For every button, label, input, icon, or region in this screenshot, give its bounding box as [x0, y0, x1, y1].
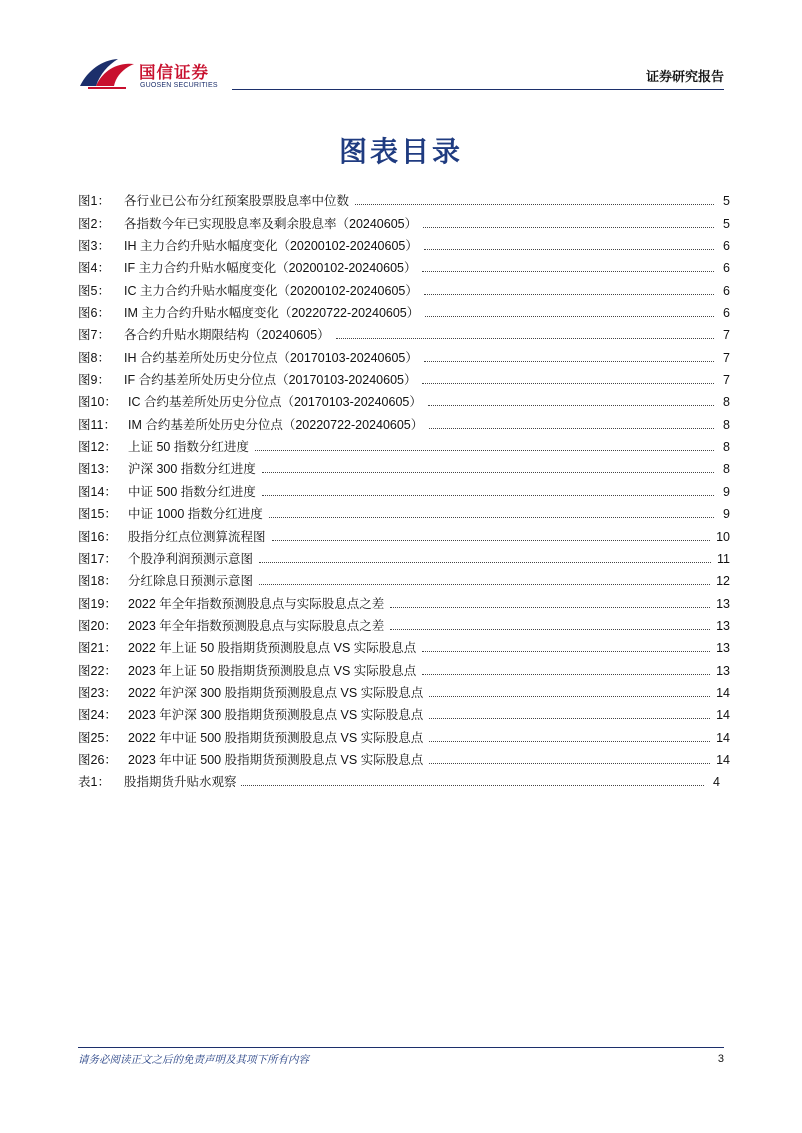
toc-entry-title: 各合约升贴水期限结构（20240605） [124, 328, 330, 343]
toc-entry-title: 个股净利润预测示意图 [128, 551, 254, 566]
toc-entry-title: IH 主力合约升贴水幅度变化（20200102-20240605） [124, 239, 418, 254]
toc-entry-label: 图17： [78, 551, 117, 566]
toc-entry[interactable] [78, 299, 736, 321]
toc-dot-leader [424, 361, 714, 362]
toc-entry[interactable] [78, 768, 736, 790]
toc-entry-page: 9 [723, 484, 730, 499]
toc-entry-title: 各指数今年已实现股息率及剩余股息率（20240605） [124, 216, 418, 231]
toc-dot-leader [355, 204, 714, 205]
toc-entry-label: 图1： [78, 194, 110, 209]
toc-entry[interactable] [78, 477, 736, 499]
toc-entry-page: 6 [723, 239, 730, 254]
toc-dot-leader [259, 584, 710, 585]
toc-entry-title: IM 主力合约升贴水幅度变化（20220722-20240605） [124, 306, 420, 321]
toc-entry-title: 股指分红点位测算流程图 [128, 529, 266, 544]
toc-entry-label: 图16： [78, 529, 117, 544]
toc-entry[interactable] [78, 388, 736, 410]
toc-entry-page: 8 [723, 395, 730, 410]
toc-dot-leader [422, 651, 710, 652]
toc-entry-label: 图3： [78, 239, 110, 254]
toc-entry[interactable] [78, 679, 736, 701]
table-of-figures [78, 187, 736, 790]
toc-entry[interactable] [78, 612, 736, 634]
toc-entry-page: 14 [716, 752, 730, 767]
toc-entry[interactable] [78, 723, 736, 745]
toc-entry-label: 图8： [78, 350, 110, 365]
toc-dot-leader [422, 674, 710, 675]
footer-disclaimer: 请务必阅读正文之后的免责声明及其项下所有内容 [78, 1054, 309, 1066]
toc-entry-label: 图14： [78, 484, 117, 499]
toc-entry-label: 图12： [78, 440, 117, 455]
toc-entry[interactable] [78, 455, 736, 477]
toc-entry-label: 图11： [78, 417, 116, 432]
toc-entry-title: IH 合约基差所处历史分位点（20170103-20240605） [124, 350, 418, 365]
toc-entry-label: 图19： [78, 596, 117, 611]
toc-dot-leader [424, 249, 714, 250]
toc-dot-leader [336, 338, 714, 339]
toc-entry-label: 图5： [78, 283, 110, 298]
toc-entry-title: 股指期货升贴水观察 [124, 775, 237, 790]
toc-entry-label: 图21： [78, 641, 117, 656]
toc-entry[interactable] [78, 589, 736, 611]
toc-entry[interactable] [78, 545, 736, 567]
toc-entry-page: 13 [716, 663, 730, 678]
toc-entry[interactable] [78, 254, 736, 276]
toc-dot-leader [272, 540, 711, 541]
toc-entry-title: 2022 年沪深 300 股指期货预测股息点 VS 实际股息点 [128, 685, 424, 700]
toc-entry-page: 13 [716, 641, 730, 656]
toc-entry-page: 9 [723, 507, 730, 522]
toc-entry[interactable] [78, 187, 736, 209]
toc-dot-leader [425, 316, 714, 317]
toc-entry[interactable] [78, 343, 736, 365]
toc-entry-page: 8 [723, 440, 730, 455]
toc-dot-leader [390, 629, 710, 630]
toc-entry[interactable] [78, 656, 736, 678]
toc-entry-label: 图24： [78, 708, 117, 723]
toc-entry-label: 图10： [78, 395, 117, 410]
page-number: 3 [717, 1053, 724, 1065]
toc-entry-page: 7 [723, 350, 730, 365]
toc-entry-page: 6 [723, 261, 730, 276]
toc-entry-title: IF 合约基差所处历史分位点（20170103-20240605） [124, 373, 417, 388]
toc-entry-label: 表1： [78, 775, 110, 790]
toc-entry[interactable] [78, 321, 736, 343]
toc-entry[interactable] [78, 232, 736, 254]
toc-entry-label: 图26： [78, 752, 117, 767]
toc-entry[interactable] [78, 209, 736, 231]
toc-entry-page: 8 [723, 417, 730, 432]
toc-entry-title: 分红除息日预测示意图 [128, 574, 254, 589]
logo-english-name: GUOSEN SECURITIES [140, 82, 218, 89]
toc-entry-label: 图2： [78, 216, 110, 231]
toc-entry-page: 13 [716, 618, 730, 633]
toc-entry-label: 图18： [78, 574, 117, 589]
toc-entry-label: 图13： [78, 462, 117, 477]
toc-entry-title: IF 主力合约升贴水幅度变化（20200102-20240605） [124, 261, 417, 276]
toc-entry-page: 13 [716, 596, 730, 611]
toc-entry[interactable] [78, 634, 736, 656]
toc-dot-leader [422, 383, 714, 384]
toc-dot-leader [429, 763, 710, 764]
report-type-label: 证券研究报告 [645, 69, 724, 84]
toc-entry-title: 2022 年中证 500 股指期货预测股息点 VS 实际股息点 [128, 730, 424, 745]
toc-dot-leader [259, 562, 711, 563]
toc-entry-page: 10 [716, 529, 730, 544]
toc-entry-title: IC 合约基差所处历史分位点（20170103-20240605） [128, 395, 422, 410]
toc-entry-page: 7 [723, 373, 730, 388]
toc-entry-title: 各行业已公布分红预案股票股息率中位数 [124, 194, 350, 209]
toc-entry-page: 8 [723, 462, 730, 477]
toc-entry-title: 沪深 300 指数分红进度 [128, 462, 256, 477]
toc-entry-page: 5 [723, 216, 730, 231]
toc-dot-leader [422, 271, 714, 272]
toc-entry-label: 图6： [78, 306, 110, 321]
toc-entry-title: 2023 年上证 50 股指期货预测股息点 VS 实际股息点 [128, 663, 417, 678]
toc-entry-page: 14 [716, 685, 730, 700]
toc-dot-leader [255, 450, 714, 451]
toc-entry-label: 图23： [78, 685, 117, 700]
toc-entry-label: 图22： [78, 663, 117, 678]
toc-entry-title: 中证 500 指数分红进度 [128, 484, 256, 499]
toc-dot-leader [390, 607, 710, 608]
toc-entry-title: IM 合约基差所处历史分位点（20220722-20240605） [128, 417, 424, 432]
toc-dot-leader [429, 718, 710, 719]
toc-dot-leader [269, 517, 714, 518]
toc-entry[interactable] [78, 433, 736, 455]
toc-entry-title: 2022 年上证 50 股指期货预测股息点 VS 实际股息点 [128, 641, 417, 656]
toc-entry-label: 图15： [78, 507, 117, 522]
toc-dot-leader [429, 741, 710, 742]
toc-entry-page: 11 [717, 551, 730, 566]
toc-entry-label: 图7： [78, 328, 110, 343]
toc-dot-leader [429, 428, 714, 429]
toc-entry-page: 4 [713, 775, 720, 790]
logo-chinese-name: 国信证券 [139, 64, 209, 82]
guosen-logo-mark [78, 56, 136, 90]
toc-dot-leader [424, 294, 714, 295]
toc-entry-page: 6 [723, 283, 730, 298]
toc-dot-leader [241, 785, 704, 786]
toc-dot-leader [429, 696, 710, 697]
toc-entry-label: 图9： [78, 373, 110, 388]
toc-entry-title: 中证 1000 指数分红进度 [128, 507, 263, 522]
guosen-logo [78, 56, 228, 96]
toc-entry[interactable] [78, 567, 736, 589]
toc-entry-page: 14 [716, 708, 730, 723]
toc-entry-page: 14 [716, 730, 730, 745]
toc-entry-title: 2022 年全年指数预测股息点与实际股息点之差 [128, 596, 385, 611]
toc-entry-title: 2023 年沪深 300 股指期货预测股息点 VS 实际股息点 [128, 708, 424, 723]
toc-dot-leader [423, 227, 714, 228]
header-divider [232, 89, 724, 90]
toc-entry[interactable] [78, 522, 736, 544]
toc-entry-label: 图4： [78, 261, 110, 276]
toc-entry-title: 2023 年全年指数预测股息点与实际股息点之差 [128, 618, 385, 633]
toc-dot-leader [262, 495, 714, 496]
toc-entry[interactable] [78, 701, 736, 723]
toc-entry[interactable] [78, 410, 736, 432]
toc-entry-page: 6 [723, 306, 730, 321]
toc-entry-title: 上证 50 指数分红进度 [128, 440, 249, 455]
toc-entry[interactable] [78, 276, 736, 298]
toc-dot-leader [262, 472, 714, 473]
toc-entry-title: IC 主力合约升贴水幅度变化（20200102-20240605） [124, 283, 418, 298]
toc-entry-title: 2023 年中证 500 股指期货预测股息点 VS 实际股息点 [128, 752, 424, 767]
page-title: 图表目录 [338, 136, 463, 167]
footer-divider [78, 1047, 724, 1048]
toc-entry-page: 12 [716, 574, 730, 589]
toc-entry-page: 5 [723, 194, 730, 209]
toc-entry-label: 图20： [78, 618, 117, 633]
toc-entry[interactable] [78, 366, 736, 388]
toc-dot-leader [428, 405, 714, 406]
toc-entry[interactable] [78, 500, 736, 522]
toc-entry-page: 7 [723, 328, 730, 343]
toc-entry[interactable] [78, 746, 736, 768]
toc-entry-label: 图25： [78, 730, 117, 745]
